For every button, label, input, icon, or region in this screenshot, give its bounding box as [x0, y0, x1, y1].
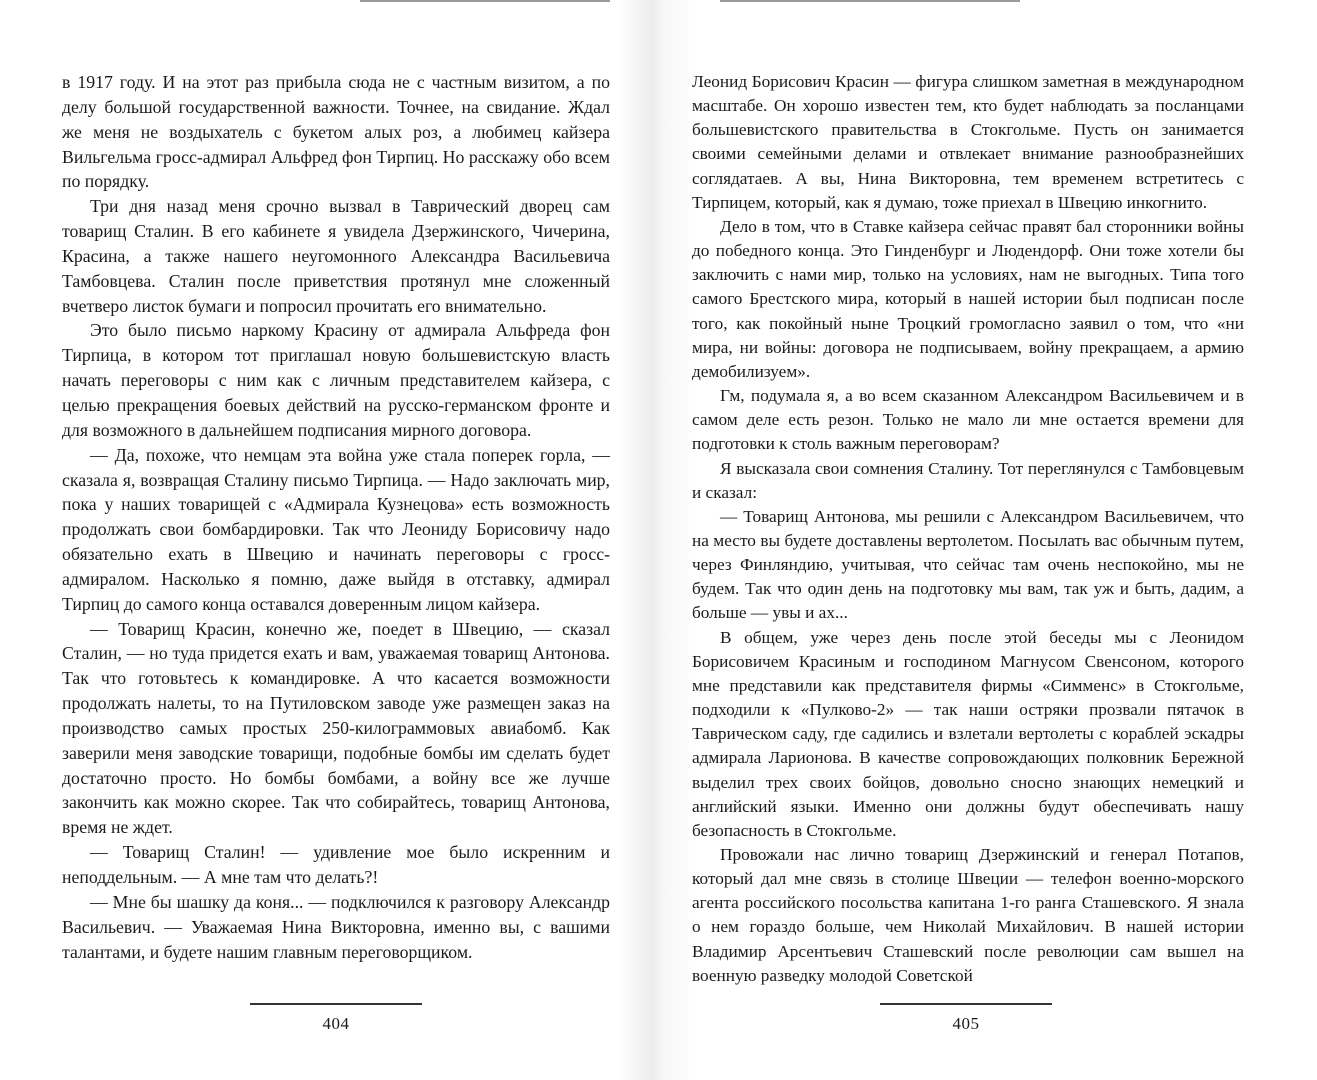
left-page-text	[62, 70, 610, 964]
right-page-text	[692, 70, 1244, 988]
top-edge-shadow-right	[720, 0, 1020, 2]
paragraph: Это было письмо наркому Красину от адмирала Альфреда фон Тирпица, в котором тот приглашал новую большевистскую власть начать переговоры с ним как с личным представителем кайзера, с целью прекращения боевых действий на русско-германском фронте и для возможного в дальнейшем подписания мирного договора.	[62, 320, 610, 440]
paragraph: в 1917 году. И на этот раз прибыла сюда не с частным визитом, а по делу большой государственной важности. Точнее, на свидание. Ждал же меня не воздыхатель с букетом алых роз, а любимец кайзера Вильгельма гросс-адмирал Альфред фон Тирпиц. Но расскажу обо всем по порядку.	[62, 72, 610, 192]
paragraph: Гм, подумала я, а во всем сказанном Александром Васильевичем и в самом деле есть резон. Только не мало ли мне остается времени для подготовки к столь важным переговорам?	[692, 386, 1244, 454]
paragraph: Провожали нас лично товарищ Дзержинский и генерал Потапов, который дал мне связь в столице Швеции — телефон военно-морского агента российского посольства капитана 1-го ранга Сташевского. Я знала о нем гораздо больше, чем Николай Михайлович. В нашей истории Владимир Арсентьевич Сташевский после революции сам вышел на военную разведку молодой Советской	[692, 845, 1244, 985]
page-number: 404	[322, 1014, 350, 1033]
paragraph: Леонид Борисович Красин — фигура слишком заметная в международном масштабе. Он хорошо известен тем, кто будет наблюдать за посланцами большевистского правительства в Стокгольме. Пусть он занимается своими семейными делами и отвлекает внимание разнообразнейших соглядатаев. А вы, Нина Викторовна, тем временем встретитесь с Тирпицем, который, как я думаю, тоже приехал в Швецию инкогнито.	[692, 72, 1244, 212]
paragraph: — Да, похоже, что немцам эта война уже стала поперек горла, — сказала я, возвращая Сталину письмо Тирпица. — Надо заключать мир, пока у наших товарищей с «Адмирала Кузнецова» есть возможность продолжать свои бомбардировки. Так что Леониду Борисовичу надо обязательно ехать в Швецию и начинать переговоры с гросс-адмиралом. Насколько я помню, даже выйдя в отставку, адмирал Тирпиц до самого конца оставался доверенным лицом кайзера.	[62, 444, 610, 614]
footer-rule	[880, 1003, 1052, 1005]
left-page	[62, 70, 610, 964]
footer-rule	[250, 1003, 422, 1005]
left-page-footer	[250, 1003, 422, 1035]
right-page-footer	[880, 1003, 1052, 1035]
paragraph: — Товарищ Сталин! — удивление мое было искренним и неподдельным. — А мне там что делать?!	[62, 842, 610, 887]
paragraph: В общем, уже через день после этой беседы мы с Леонидом Борисовичем Красиным и господином Магнусом Свенсоном, которого мне представили как представителя фирмы «Симменс» в Стокгольме, подходили к «Пулково-2» — так наши остряки прозвали пятачок в Таврическом саду, где садились и взлетали вертолеты с кораблей эскадры адмирала Ларионова. В качестве сопровождающих полковник Бережной выделил трех своих бойцов, довольно сносно знающих немецкий и английский языки. Именно они должны будут обеспечивать нашу безопасность в Стокгольме.	[692, 627, 1244, 840]
paragraph: Я высказала свои сомнения Сталину. Тот переглянулся с Тамбовцевым и сказал:	[692, 458, 1244, 502]
page-number: 405	[952, 1014, 980, 1033]
paragraph: — Товарищ Антонова, мы решили с Александром Васильевичем, что на место вы будете доставлены вертолетом. Посылать вас обычным путем, через Финляндию, учитывая, что сейчас там очень неспокойно, мы не будем. Так что один день на подготовку мы вам, так уж и быть, дадим, а больше — увы и ах...	[692, 506, 1244, 623]
top-edge-shadow-left	[360, 0, 610, 2]
paragraph: — Товарищ Красин, конечно же, поедет в Швецию, — сказал Сталин, — но туда придется ехать и вам, уважаемая товарищ Антонова. Так что готовьтесь к командировке. А что касается возможности продолжать налеты, то на Путиловском заводе уже размещен заказ на производство самых простых 250-килограммовых авиабомб. Как заверили меня заводские товарищи, подобные бомбы им сделать будет достаточно просто. Но бомбы бомбами, а войну все же лучше закончить как можно скорее. Так что собирайтесь, товарищ Антонова, время не ждет.	[62, 618, 610, 838]
paragraph: — Мне бы шашку да коня... — подключился к разговору Александр Васильевич. — Уважаемая Нина Викторовна, именно вы, с вашими талантами, и будете нашим главным переговорщиком.	[62, 891, 610, 962]
paragraph: Три дня назад меня срочно вызвал в Таврический дворец сам товарищ Сталин. В его кабинете я увидела Дзержинского, Чичерина, Красина, а также нашего неугомонного Александра Васильевича Тамбовцева. Сталин после приветствия протянул мне сложенный вчетверо листок бумаги и попросил прочитать его внимательно.	[62, 196, 610, 316]
right-page	[692, 70, 1244, 988]
paragraph: Дело в том, что в Ставке кайзера сейчас правят бал сторонники войны до победного конца. Это Гинденбург и Людендорф. Они тоже хотели бы заключить с нами мир, только на условиях, нам не выгодных. Типа того самого Брестского мира, который в нашей истории был подписан после того, как покойный ныне Троцкий громогласно заявил о том, что «ни мира, ни войны: договора не подписываем, войну прекращаем, а армию демобилизуем».	[692, 216, 1244, 381]
